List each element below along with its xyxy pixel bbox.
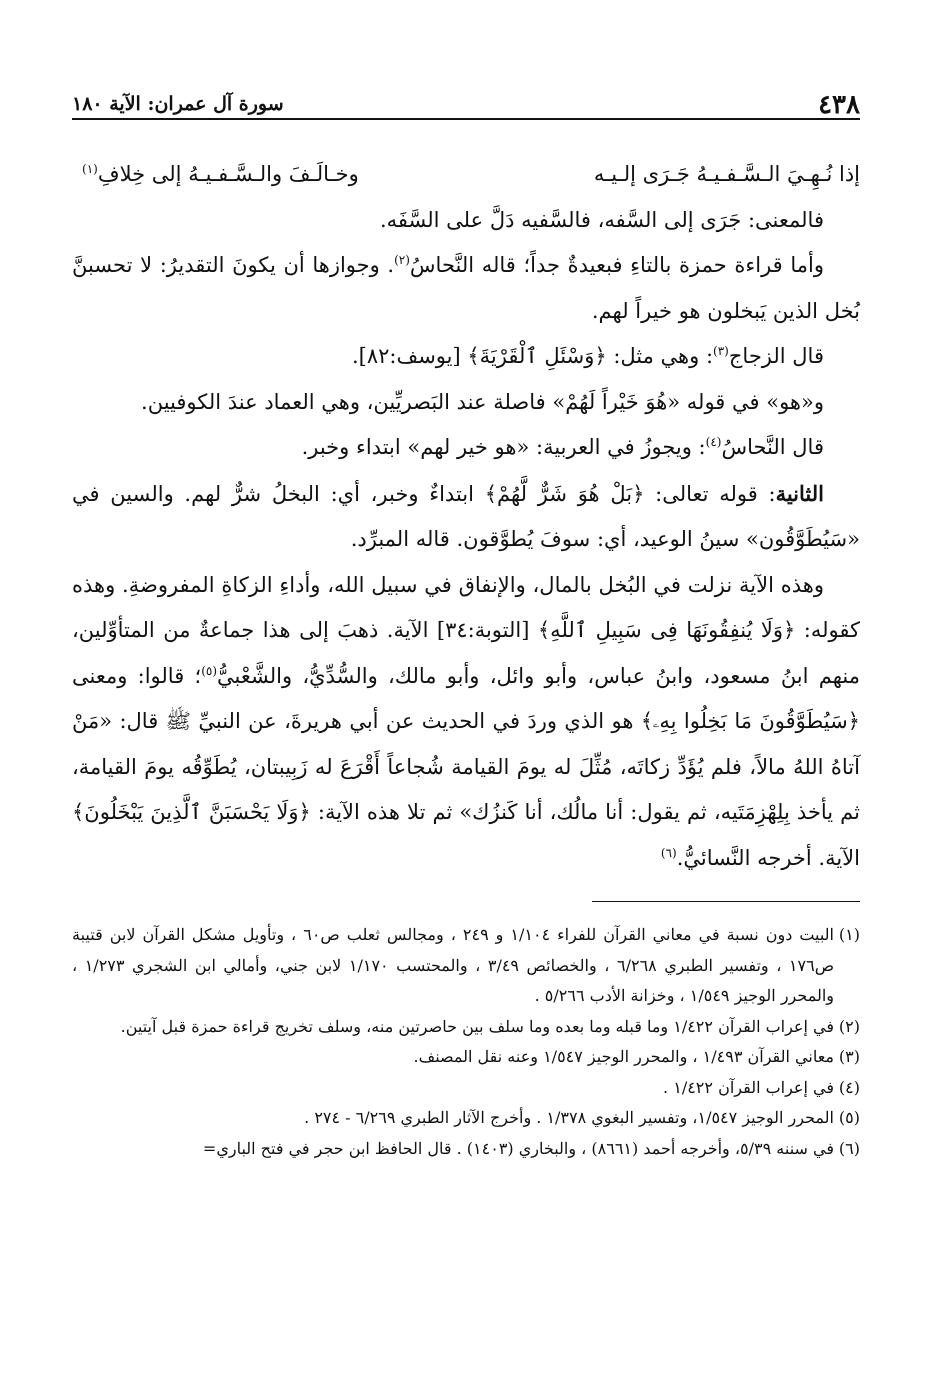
main-text: [72, 152, 860, 881]
footnote-ref: (٢): [394, 253, 410, 267]
paragraph-text: : وهي مثل: ﴿وَسْئَلِ ٱلْقَرْيَةَ﴾ [يوسف:٨٢].: [351, 344, 714, 368]
paragraph: و«هو» في قوله «هُوَ خَيْراً لَهُمْ» فاصلة عند البَصريِّين، وهي العماد عندَ الكوفيين.: [141, 389, 824, 414]
footnote-text: في إعراب القرآن ١/٤٢٢ وما قبله وما بعده وما سلف بين حاصرتين منه، وسلف تخريج قراءة حمزة قبل آيتين.: [120, 1016, 834, 1036]
page-header: [72, 78, 860, 120]
footnotes: [72, 920, 860, 1164]
footnote-text: المحرر الوجيز ١/٥٤٧، وتفسير البغوي ١/٣٧٨ . وأخرج الآثار الطبري ٦/٢٦٩ - ٢٧٤ .: [304, 1108, 834, 1127]
paragraph-text: : ويجوزُ في العربية: «هو خير لهم» ابتداء وخبر.: [301, 435, 706, 459]
verse-second-hemistich-text: وخـالَـفَ والـسَّـفـيـهُ إلى خِلافِ: [97, 162, 359, 186]
footnote-number: (١): [838, 925, 860, 944]
paragraph-text: : قوله تعالى: ﴿بَلْ هُوَ شَرٌّ لَّهُمْ﴾ ابتداءٌ وخبر، أي: البخلُ شرٌّ لهم. والسين في «سَيُطَوَّقُون» سينُ الوعيد، أي: سوفَ يُطوَّقون. قاله المبرِّد.: [72, 481, 860, 551]
paragraph-text: . وجوازها أن يكونَ التقديرُ: لا تحسبنَّ بُخل الذين يَبخلون هو خيراً لهم.: [72, 253, 860, 323]
footnote-ref: (٥): [201, 663, 218, 678]
footnote: [72, 1042, 860, 1073]
footnote-text: في سننه ٥/٣٩، وأخرجه أحمد (٨٦٦١) ، والبخاري (١٤٠٣) . قال الحافظ ابن حجر في فتح الباري=: [202, 1138, 834, 1158]
paragraph-text: قال النَّحاسُ: [721, 435, 824, 459]
footnote-text: في إعراب القرآن ١/٤٢٢ .: [663, 1077, 834, 1097]
running-title: سورة آل عمران: الآية ١٨٠: [72, 93, 284, 115]
paragraph: [72, 563, 860, 882]
footnote: [72, 920, 860, 1012]
section-label: الثانية: [775, 480, 824, 506]
footnote: [72, 1103, 860, 1134]
paragraph-text: وهذه الآية نزلت في البُخل بالمال، والإنفاق في سبيل الله، وأداءِ الزكاةِ المفروضةِ. وهذه كقوله: ﴿وَلَا يُنفِقُونَهَا فِى سَبِيلِ ٱللَّهِ﴾ [التوبة:٣٤] الآية. ذهبَ إلى هذا جماعةٌ من المتأوِّلين، منهم ابنُ مسعود، وابنُ عباس، وأبو وائل، وأبو مالك، والسُّدِّيُّ، والشَّعْبيُّ: [72, 572, 860, 688]
footnote-number: (٢): [838, 1016, 860, 1036]
footnote: [72, 1073, 860, 1104]
poetry-verse: [72, 152, 860, 198]
footnote-ref: (١): [82, 162, 98, 176]
paragraph: فالمعنى: جَرَى إلى السَّفه، فالسَّفيه دَلَّ على السَّفَه.: [379, 207, 824, 232]
footnote-text: البيت دون نسبة في معاني القرآن للفراء ١/١٠٤ و ٢٤٩ ، ومجالس ثعلب ص٦٠ ، وتأويل مشكل القرآن لابن قتيبة ص١٧٦ ، وتفسير الطبري ٦/٢٦٨ ، والخصائص ٣/٤٩ ، والمحتسب ١/١٧٠ لابن جني، وأمالي ابن الشجري ١/٢٧٣ ، والمحرر الوجيز ١/٥٤٩ ، وخزانة الأدب ٥/٢٦٦ .: [72, 925, 835, 1005]
footnote-ref: (٣): [713, 344, 729, 358]
paragraph: [72, 471, 860, 563]
footnote-number: (٥): [838, 1108, 860, 1127]
verse-second-hemistich: [82, 152, 359, 198]
footnote-number: (٤): [838, 1077, 860, 1097]
paragraph: [72, 243, 860, 334]
paragraph: [72, 425, 860, 471]
footnote: [72, 1134, 860, 1165]
footnote-separator: [592, 901, 860, 902]
verse-first-hemistich: إذا نُـهِـيَ الـسَّـفـيـهُ جَـرَى إلـيـه: [593, 162, 860, 186]
footnote-text: معاني القرآن ١/٤٩٣ ، والمحرر الوجيز ١/٥٤٧ وعنه نقل المصنف.: [413, 1047, 834, 1066]
footnote-ref: (٤): [705, 435, 722, 449]
footnote-ref: (٦): [660, 845, 677, 860]
paragraph: [72, 334, 860, 380]
page-number: ٤٣٨: [818, 90, 860, 120]
footnote-number: (٦): [838, 1138, 860, 1158]
footnote: [72, 1012, 860, 1043]
paragraph-text: قال الزجاج: [728, 344, 824, 368]
paragraph-text: وأما قراءة حمزة بالتاءِ فبعيدةٌ جداً؛ قاله النَّحاسُ: [409, 253, 824, 277]
footnote-number: (٣): [838, 1047, 860, 1066]
paragraph-text: ؛ قالوا: ومعنى ﴿سَيُطَوَّقُونَ مَا بَخِلُوا بِهِۦ﴾ هو الذي وردَ في الحديث عن أبي هريرةَ، عن النبيِّ ﷺ قال: «مَنْ آتاهُ اللهُ مالاً، فلم يُؤَدِّ زكاتَه، مُثِّلَ له يومَ القيامة شُجاعاً أَقْرَعَ له زَبِيبتان، يُطَوِّقُه يومَ القيامة، ثم يأخذ بِلِهْزِمَتَيه، ثم يقول: أنا مالُك، أنا كَنزُك» ثم تلا هذه الآية: ﴿وَلَا يَحْسَبَنَّ ٱلَّذِينَ يَبْخَلُونَ﴾ الآية. أخرجه النَّسائيُّ.: [72, 663, 860, 870]
